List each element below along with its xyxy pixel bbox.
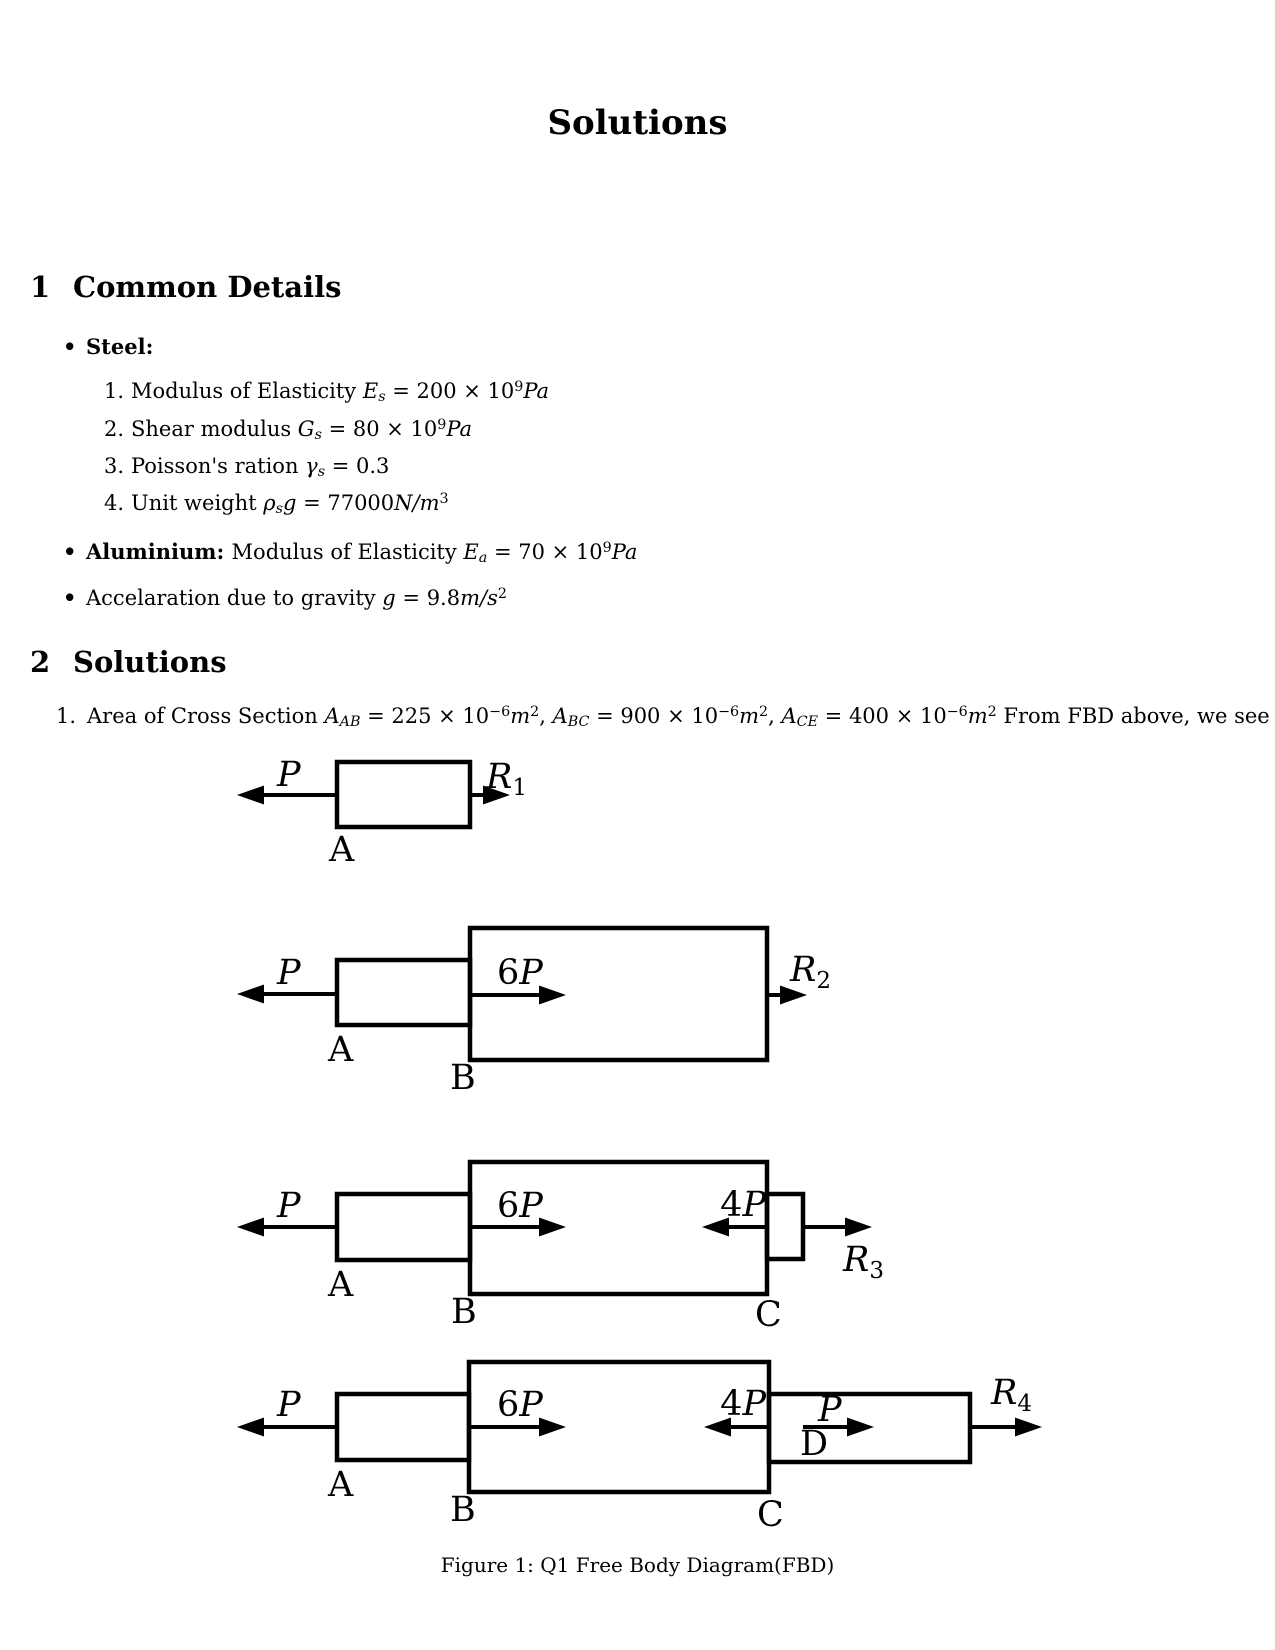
fbd-label: 4P (720, 1384, 766, 1424)
list-item-shear (104, 417, 472, 443)
fbd-label: P (277, 953, 301, 993)
bullet-aluminium (63, 539, 637, 566)
section-1-title: Common Details (73, 270, 342, 304)
force-arrow-head-icon (237, 1418, 264, 1437)
item-text: Unit weight $\rho sg = 77000N/m^3$ (131, 491, 449, 518)
item-number: 4. (104, 491, 125, 516)
fbd-label: $R_1$ (486, 757, 527, 801)
item-number: 3. (104, 454, 125, 478)
fbd-label: 4P (720, 1185, 766, 1225)
document-title: Solutions (547, 103, 728, 143)
force-arrow-head-icon (237, 1218, 264, 1237)
bullet-icon: • (63, 334, 77, 359)
fbd-label: A (328, 1465, 354, 1505)
item-number: 1. (104, 379, 125, 404)
force-arrow-head-icon (539, 986, 566, 1005)
fbd-label: B (450, 1490, 476, 1530)
fbd-label: P (277, 1385, 301, 1425)
fbd-segment-A (237, 755, 527, 870)
fbd-label: $R_3$ (843, 1240, 884, 1284)
list-item-modulus (104, 379, 549, 405)
list-item-unit-weight (104, 491, 449, 517)
fbd-label: D (800, 1424, 829, 1464)
fbd-label: 6P (497, 1186, 543, 1226)
section-2-heading (30, 645, 227, 679)
fbd-label: $R_4$ (991, 1373, 1032, 1417)
fbd-label: B (451, 1292, 477, 1332)
fbd-label: C (757, 1495, 784, 1535)
section-1-heading (30, 270, 341, 304)
fbd-label: C (755, 1295, 782, 1335)
bar-segment-rect (337, 1394, 469, 1460)
bar-segment-rect (767, 1194, 803, 1259)
bar-segment-rect (337, 960, 470, 1025)
bar-segment-rect (337, 762, 470, 827)
fbd-label: P (818, 1390, 842, 1430)
section-2-title: Solutions (73, 645, 227, 679)
bullet-icon: • (63, 539, 77, 564)
fbd-label: P (277, 755, 301, 795)
item-text: Area of Cross Section AAB = $225 \times 10^{-6}m^2$, ABC = $900 \times 10^{-6}m^2$, ACE = $400 \times 10^{-6}m^2$ From FBD above, we see (87, 704, 1270, 731)
force-arrow-head-icon (237, 985, 264, 1004)
list-item-poisson (104, 454, 389, 480)
fbd-label: A (328, 1030, 354, 1070)
item-text: Poisson's ration γs = 0.3 (131, 454, 390, 481)
force-arrow-head-icon (1015, 1418, 1042, 1437)
item-number: 1. (56, 704, 77, 729)
bullet-aluminium-text: Aluminium: Modulus of Elasticity $Ea = 70 \times 10^9Pa$ (86, 539, 638, 567)
force-arrow-head-icon (845, 1218, 872, 1237)
section-1-number: 1 (30, 270, 51, 304)
item-text: Modulus of Elasticity $Es = 200 \times 10^9Pa$ (131, 379, 550, 406)
list-item-area (56, 704, 1270, 730)
fbd-svg (0, 730, 1275, 1540)
fbd-label: 6P (497, 953, 543, 993)
bullet-icon: • (63, 585, 77, 610)
bullet-steel (63, 334, 153, 359)
fbd-label: A (329, 830, 355, 870)
force-arrow-head-icon (539, 1218, 566, 1237)
fbd-segment-ABC (237, 1162, 884, 1335)
bullet-steel-label: Steel: (86, 334, 154, 359)
fbd-label: $R_2$ (790, 950, 831, 994)
force-arrow-head-icon (539, 1418, 566, 1437)
section-2-number: 2 (30, 645, 51, 679)
figure-caption: Figure 1: Q1 Free Body Diagram(FBD) (440, 1553, 835, 1577)
force-arrow-head-icon (237, 786, 264, 805)
fbd-label: B (450, 1058, 476, 1098)
fbd-label: P (277, 1186, 301, 1226)
item-number: 2. (104, 417, 125, 442)
force-arrow-head-icon (847, 1418, 874, 1437)
item-text: Shear modulus $Gs = 80 \times 10^9Pa$ (131, 417, 473, 444)
fbd-segment-AB (237, 928, 831, 1098)
bullet-gravity-text: Accelaration due to gravity $g = 9.8m/s^2$ (86, 585, 507, 610)
bullet-gravity (63, 585, 507, 610)
fbd-label: A (328, 1265, 354, 1305)
bar-segment-rect (337, 1194, 470, 1260)
fbd-segment-ABCD (237, 1362, 1042, 1535)
fbd-label: 6P (497, 1385, 543, 1425)
